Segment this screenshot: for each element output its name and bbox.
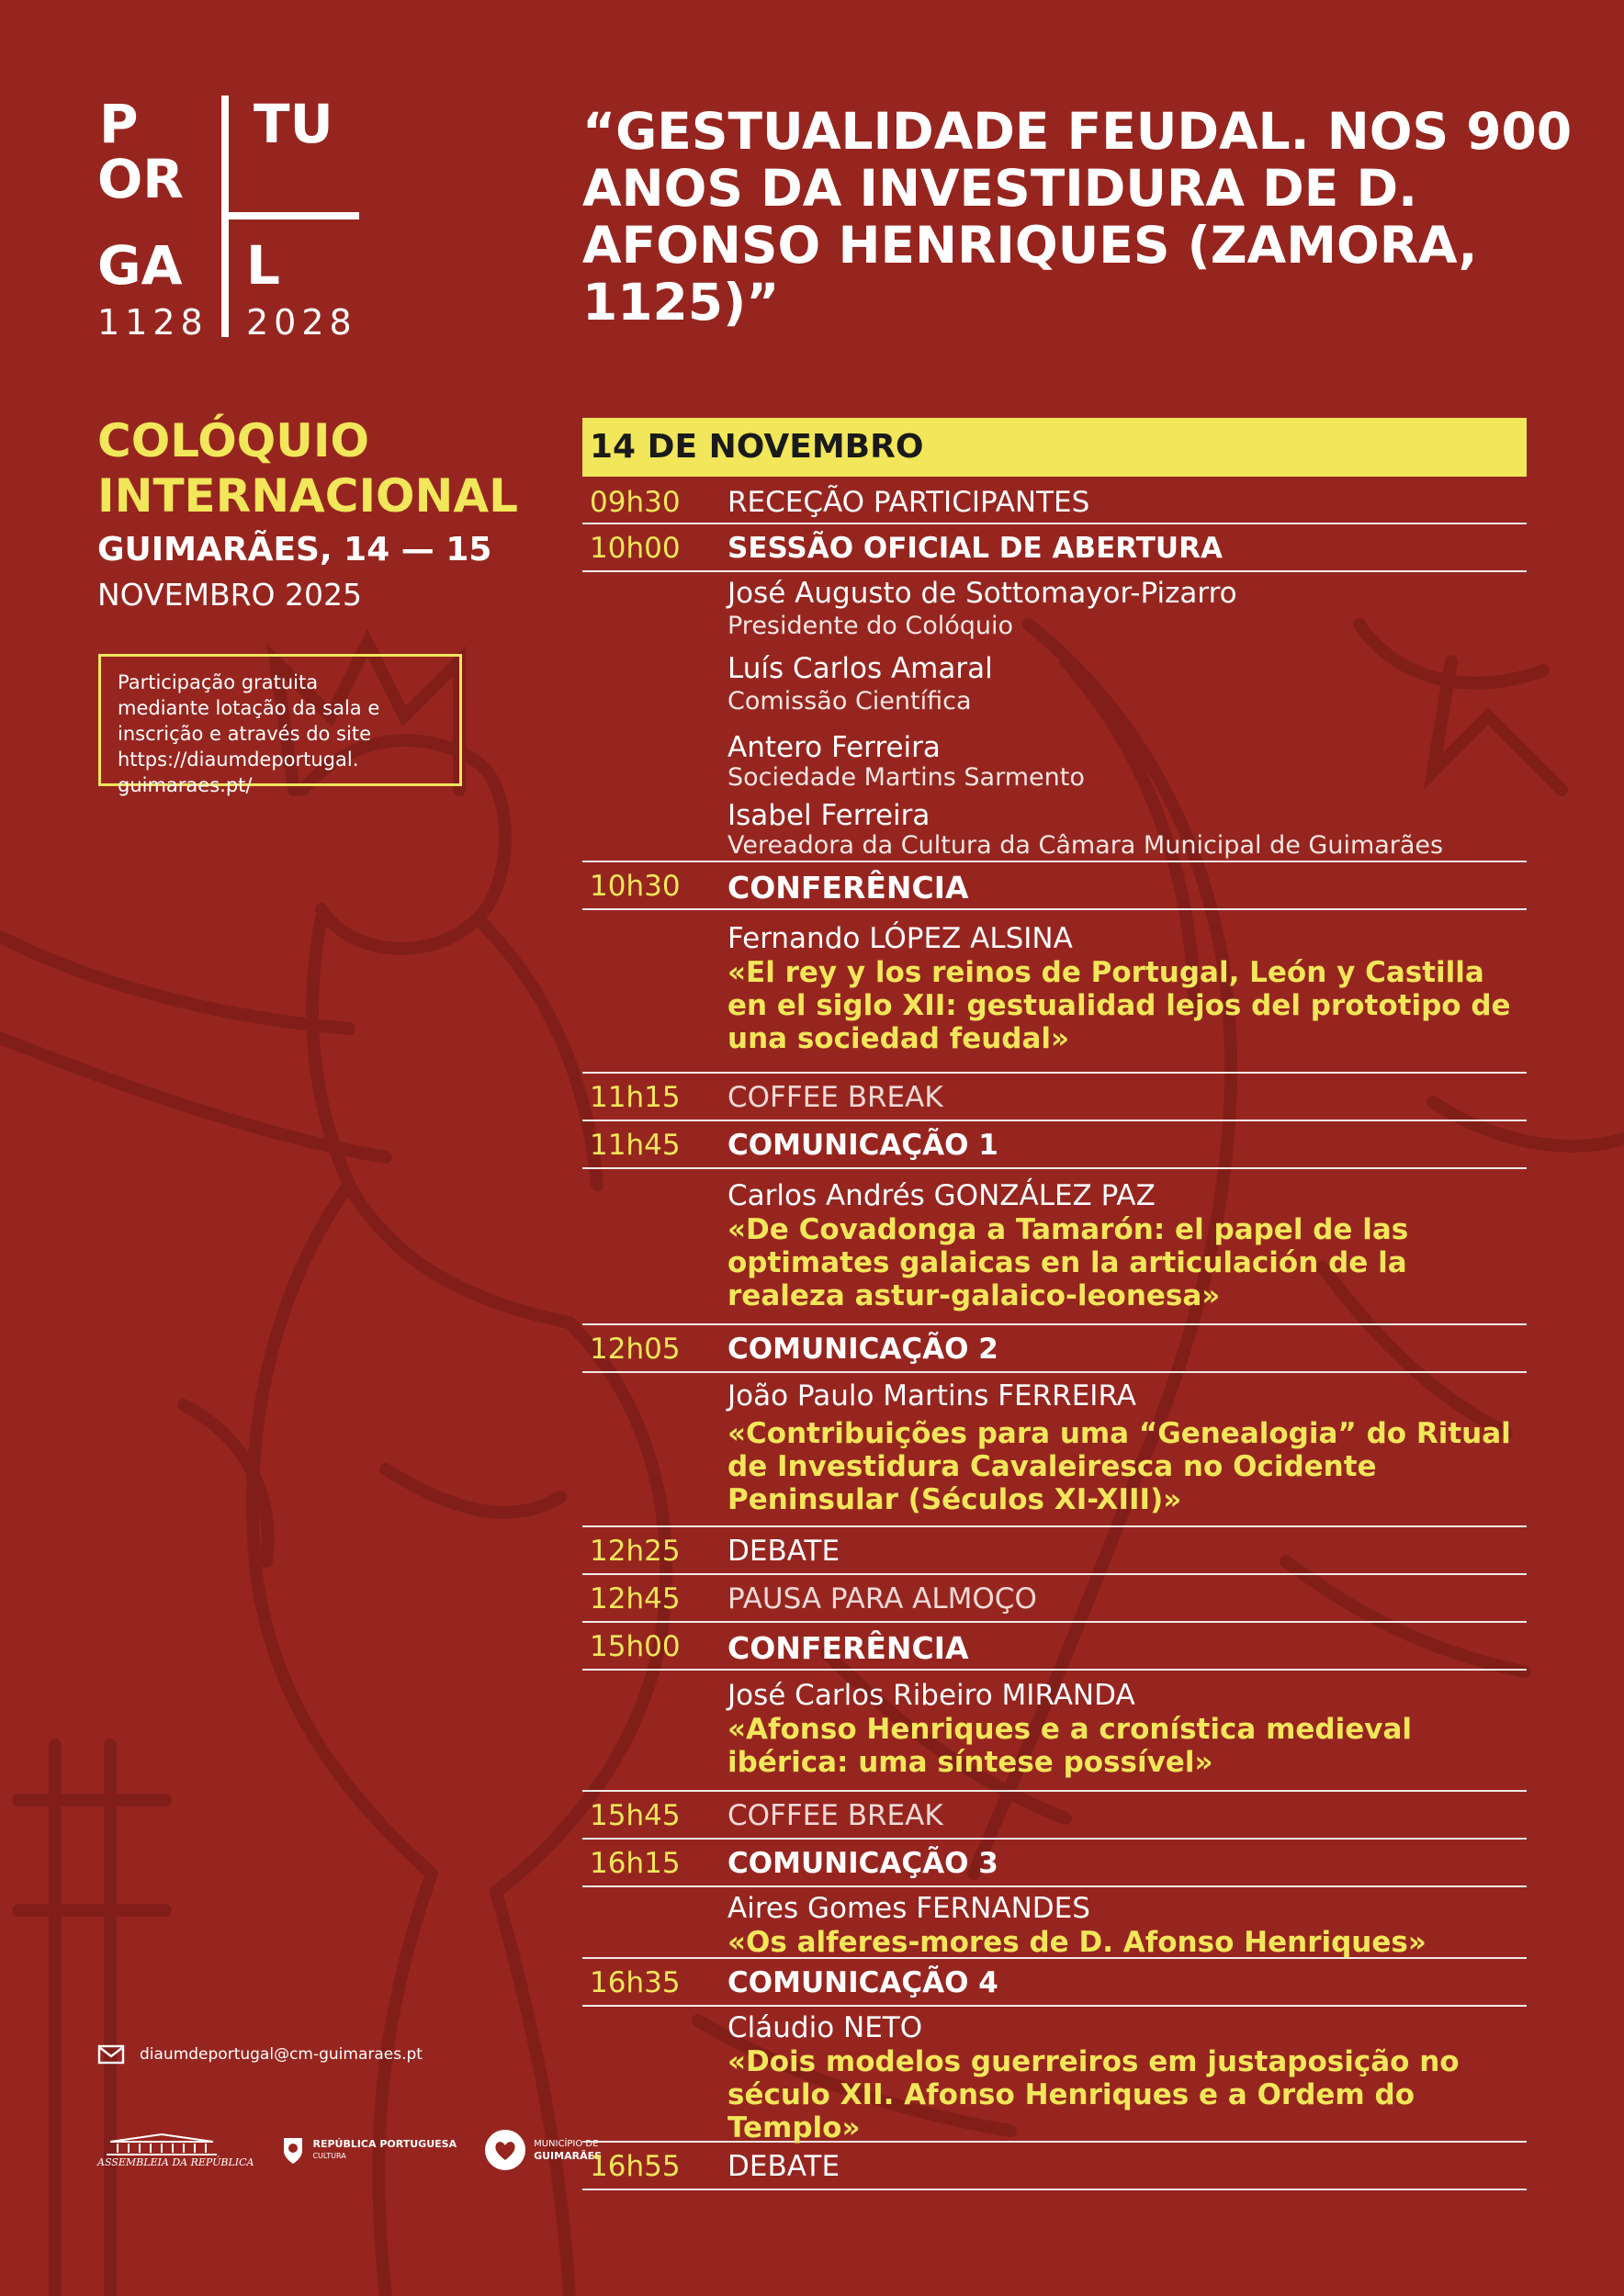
logo-cross-horizontal (221, 212, 359, 219)
time: 12h05 (590, 1333, 681, 1366)
time: 12h25 (590, 1535, 681, 1568)
sponsor-assembleia (97, 2133, 254, 2168)
row-heading: DEBATE (727, 2150, 840, 2183)
schedule-row (582, 477, 1527, 524)
talk-block (582, 1887, 1527, 1959)
person-name: Antero Ferreira (727, 731, 941, 764)
speaker-name: João Paulo Martins FERREIRA (727, 1379, 1136, 1412)
person-role: Presidente do Colóquio (727, 612, 1014, 640)
speakers-block (582, 572, 1527, 862)
person-name: Luís Carlos Amaral (727, 652, 993, 685)
guimaraes-heart-logo-icon (484, 2129, 526, 2171)
parliament-building-icon (97, 2133, 226, 2156)
talk-block (582, 910, 1527, 1074)
schedule-row (582, 524, 1527, 572)
logo-letters-ga: GA (97, 234, 183, 297)
time: 09h30 (590, 486, 681, 519)
person-name: José Augusto de Sottomayor-Pizarro (727, 577, 1237, 610)
time: 15h00 (590, 1630, 681, 1663)
row-heading: COMUNICAÇÃO 3 (727, 1847, 998, 1880)
schedule-row (582, 1527, 1527, 1575)
talk-block (582, 2007, 1527, 2143)
row-heading: COMUNICAÇÃO 1 (727, 1129, 998, 1162)
event-place: GUIMARÃES, 14 — 15 (97, 531, 492, 568)
speaker-name: José Carlos Ribeiro MIRANDA (727, 1679, 1135, 1712)
talk-title: «Afonso Henriques e a cronística medieval ibérica: uma síntese possível» (727, 1713, 1412, 1779)
time: 11h45 (590, 1129, 681, 1162)
schedule-row (582, 1121, 1527, 1169)
logo-letters-or: OR (97, 148, 184, 210)
row-heading: PAUSA PARA ALMOÇO (727, 1582, 1037, 1615)
info-line: inscrição e através do site (118, 723, 371, 745)
schedule-row (582, 1074, 1527, 1121)
sponsor-republica-sub: CULTURA (312, 2152, 346, 2160)
time: 15h45 (590, 1799, 681, 1832)
colloquium-heading (97, 413, 518, 523)
contact-email-text[interactable]: diaumdeportugal@cm-guimaraes.pt (140, 2045, 423, 2064)
republica-emblem-icon (281, 2134, 305, 2166)
sponsor-republica-name: REPÚBLICA PORTUGUESA (312, 2138, 457, 2150)
sponsor-assembleia-name: ASSEMBLEIA DA REPÚBLICA (97, 2155, 254, 2168)
info-line: mediante lotação da sala e (118, 697, 380, 719)
time: 16h15 (590, 1847, 681, 1880)
info-link[interactable]: https://diaumdeportugal. (118, 748, 359, 771)
schedule-row (582, 1840, 1527, 1887)
row-heading: SESSÃO OFICIAL DE ABERTURA (727, 532, 1223, 565)
person-role: Sociedade Martins Sarmento (727, 763, 1085, 792)
sponsor-guimaraes-sub: GUIMARÃES (534, 2150, 603, 2162)
schedule-row (582, 1959, 1527, 2007)
time: 11h15 (590, 1081, 681, 1114)
colloquium-line2: INTERNACIONAL (97, 469, 518, 523)
event-title: “GESTUALIDADE FEUDAL. NOS 900 ANOS DA INVESTIDURA DE D. AFONSO HENRIQUES (ZAMORA, 1125)” (582, 102, 1573, 332)
speaker-name: Cláudio NETO (727, 2011, 923, 2044)
time: 16h55 (590, 2150, 681, 2183)
row-heading: COMUNICAÇÃO 2 (727, 1333, 998, 1366)
sponsor-republica (281, 2134, 457, 2166)
schedule-row (582, 2143, 1527, 2190)
row-heading: DEBATE (727, 1535, 840, 1568)
schedule-row (582, 862, 1527, 910)
person-role: Vereadora da Cultura da Câmara Municipal de Guimarães (727, 831, 1444, 860)
row-heading: CONFERÊNCIA (727, 870, 969, 906)
person-name: Isabel Ferreira (727, 799, 930, 832)
talk-title: «Os alferes-mores de D. Afonso Henriques» (727, 1926, 1427, 1959)
day-header: 14 DE NOVEMBRO (582, 418, 1527, 477)
row-heading: CONFERÊNCIA (727, 1630, 969, 1666)
time: 10h30 (590, 870, 681, 903)
info-link[interactable]: guimaraes.pt/ (118, 774, 253, 796)
row-heading: COFFEE BREAK (727, 1081, 943, 1114)
logo-letters-p: P (99, 93, 139, 155)
time: 16h35 (590, 1966, 681, 1999)
contact-email[interactable] (97, 2044, 423, 2065)
speaker-name: Carlos Andrés GONZÁLEZ PAZ (727, 1179, 1156, 1212)
logo-year-start: 1128 (97, 302, 209, 343)
talk-title: «Contribuições para uma “Genealogia” do Ritual de Investidura Cavaleiresca no Ocidente Peninsular (Séculos XI-XIII)» (727, 1417, 1511, 1516)
talk-title: «Dois modelos guerreiros em justaposição no século XII. Afonso Henriques e a Ordem do Templo» (727, 2045, 1460, 2144)
talk-title: «De Covadonga a Tamarón: el papel de las optimates galaicas en la articulación de la realeza astur-galaico-leonesa» (727, 1213, 1409, 1312)
logo-letters-l: L (246, 234, 280, 297)
row-heading: RECEÇÃO PARTICIPANTES (727, 486, 1090, 519)
portugal-1128-2028-logo (96, 92, 362, 343)
speaker-name: Fernando LÓPEZ ALSINA (727, 922, 1073, 955)
sponsor-guimaraes-name: MUNICÍPIO DE (534, 2139, 599, 2149)
logo-letters-tu: TU (254, 93, 333, 155)
info-line: Participação gratuita (118, 671, 319, 693)
talk-block (582, 1169, 1527, 1325)
schedule-row (582, 1792, 1527, 1840)
schedule (582, 418, 1527, 2190)
registration-info-box (98, 654, 462, 796)
logo-year-end: 2028 (246, 302, 357, 343)
event-dates: NOVEMBRO 2025 (97, 577, 362, 613)
talk-block (582, 1671, 1527, 1792)
speaker-name: Aires Gomes FERNANDES (727, 1892, 1090, 1925)
talk-block (582, 1373, 1527, 1527)
envelope-icon (97, 2044, 125, 2065)
row-heading: COFFEE BREAK (727, 1799, 943, 1832)
talk-title: «El rey y los reinos de Portugal, León y Castilla en el siglo XII: gestualidad lejos del prototipo de una sociedad feudal» (727, 956, 1511, 1055)
person-role: Comissão Científica (727, 687, 972, 715)
schedule-row (582, 1325, 1527, 1373)
schedule-row (582, 1623, 1527, 1671)
colloquium-line1: COLÓQUIO (97, 414, 369, 467)
schedule-row (582, 1575, 1527, 1623)
time: 10h00 (590, 532, 681, 565)
row-heading: COMUNICAÇÃO 4 (727, 1966, 998, 1999)
sponsor-logos (97, 2129, 602, 2171)
time: 12h45 (590, 1582, 681, 1615)
